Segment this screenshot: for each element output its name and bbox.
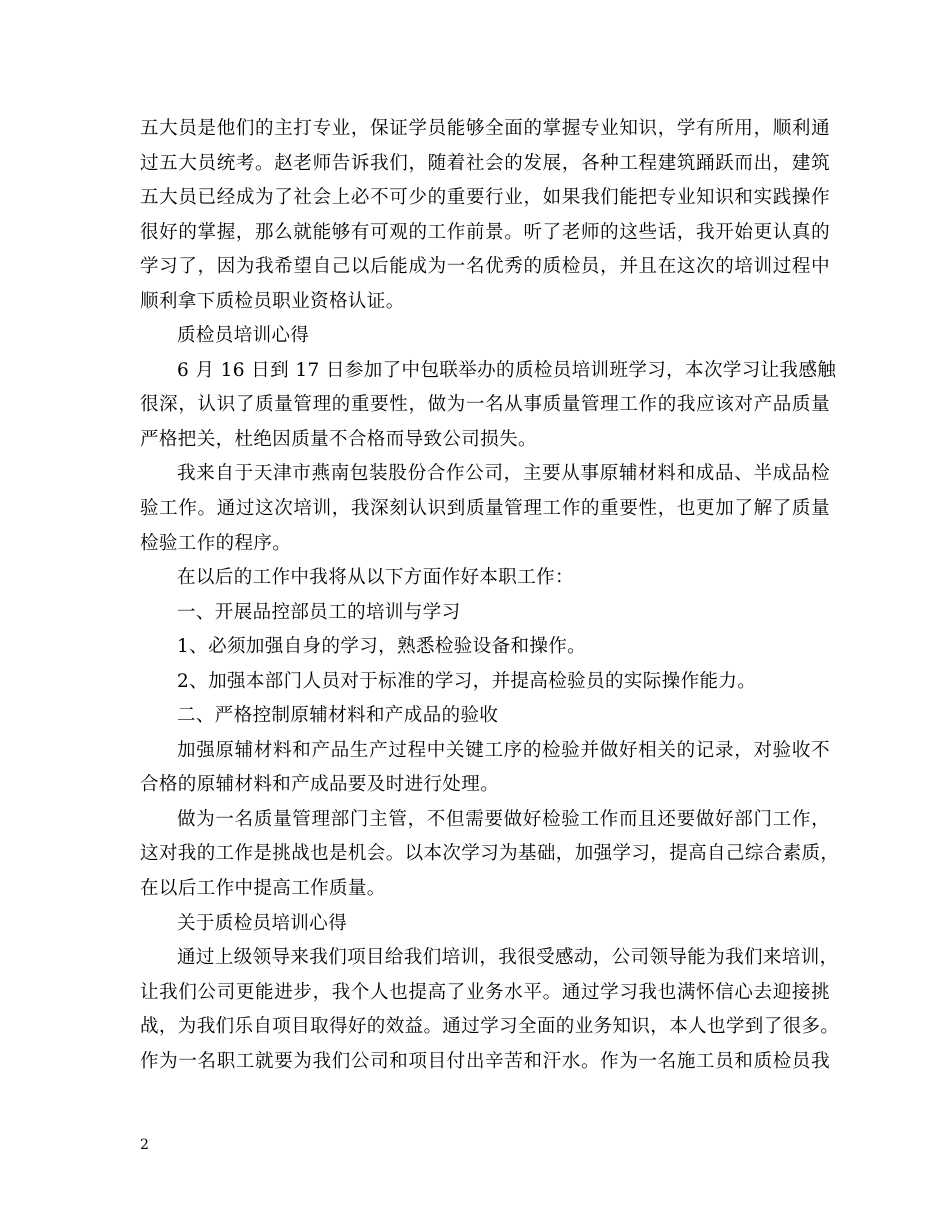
text-line: 过五大员统考。赵老师告诉我们，随着社会的发展，各种工程建筑踊跃而出，建筑 bbox=[140, 152, 830, 174]
text-line: 我来自于天津市燕南包装股份合作公司，主要从事原辅材料和成品、半成品检 bbox=[177, 463, 830, 485]
list-heading: 二、严格控制原辅材料和产成品的验收 bbox=[177, 705, 499, 727]
text-line: 加强原辅材料和产品生产过程中关键工序的检验并做好相关的记录，对验收不 bbox=[177, 739, 830, 761]
text-line: 通过上级领导来我们项目给我们培训，我很受感动，公司领导能为我们来培训， bbox=[177, 947, 839, 969]
text-line: 检验工作的程序。 bbox=[140, 532, 292, 554]
text-line: 在以后的工作中我将从以下方面作好本职工作： bbox=[177, 567, 574, 589]
text-line: 6 月 16 日到 17 日参加了中包联举办的质检员培训班学习，本次学习让我感触 bbox=[177, 359, 837, 381]
text-line: 五大员已经成为了社会上必不可少的重要行业，如果我们能把专业知识和实践操作 bbox=[140, 187, 830, 209]
text-line: 合格的原辅材料和产成品要及时进行处理。 bbox=[140, 774, 500, 796]
text-line: 很好的掌握，那么就能够有可观的工作前景。听了老师的这些话，我开始更认真的 bbox=[140, 221, 830, 243]
text-line: 顺利拿下质检员职业资格认证。 bbox=[140, 290, 405, 312]
text-line: 在以后工作中提高工作质量。 bbox=[140, 878, 386, 900]
section-heading: 质检员培训心得 bbox=[177, 325, 310, 347]
page-number: 2 bbox=[140, 1137, 149, 1153]
text-line: 做为一名质量管理部门主管，不但需要做好检验工作而且还要做好部门工作， bbox=[177, 808, 830, 830]
list-item: 1、必须加强自身的学习，熟悉检验设备和操作。 bbox=[177, 636, 587, 658]
text-line: 很深，认识了质量管理的重要性，做为一名从事质量管理工作的我应该对产品质量 bbox=[140, 394, 830, 416]
text-line: 五大员是他们的主打专业，保证学员能够全面的掌握专业知识，学有所用，顺利通 bbox=[140, 118, 830, 139]
text-line: 学习了，因为我希望自己以后能成为一名优秀的质检员，并且在这次的培训过程中 bbox=[140, 256, 830, 278]
text-line: 这对我的工作是挑战也是机会。以本次学习为基础，加强学习，提高自己综合素质， bbox=[140, 843, 840, 865]
text-line: 让我们公司更能进步，我个人也提高了业务水平。通过学习我也满怀信心去迎接挑 bbox=[140, 981, 830, 1003]
text-line: 验工作。通过这次培训，我深刻认识到质量管理工作的重要性，也更加了解了质量 bbox=[140, 498, 830, 520]
text-line: 战，为我们乐自项目取得好的效益。通过学习全面的业务知识，本人也学到了很多。 bbox=[140, 1016, 840, 1038]
text-line: 作为一名职工就要为我们公司和项目付出辛苦和汗水。作为一名施工员和质检员我 bbox=[140, 1050, 830, 1072]
section-heading: 关于质检员培训心得 bbox=[177, 912, 348, 934]
list-heading: 一、开展品控部员工的培训与学习 bbox=[177, 601, 461, 623]
list-item: 2、加强本部门人员对于标准的学习，并提高检验员的实际操作能力。 bbox=[177, 670, 757, 692]
text-line: 严格把关，杜绝因质量不合格而导致公司损失。 bbox=[140, 428, 537, 450]
document-body bbox=[140, 112, 840, 1079]
